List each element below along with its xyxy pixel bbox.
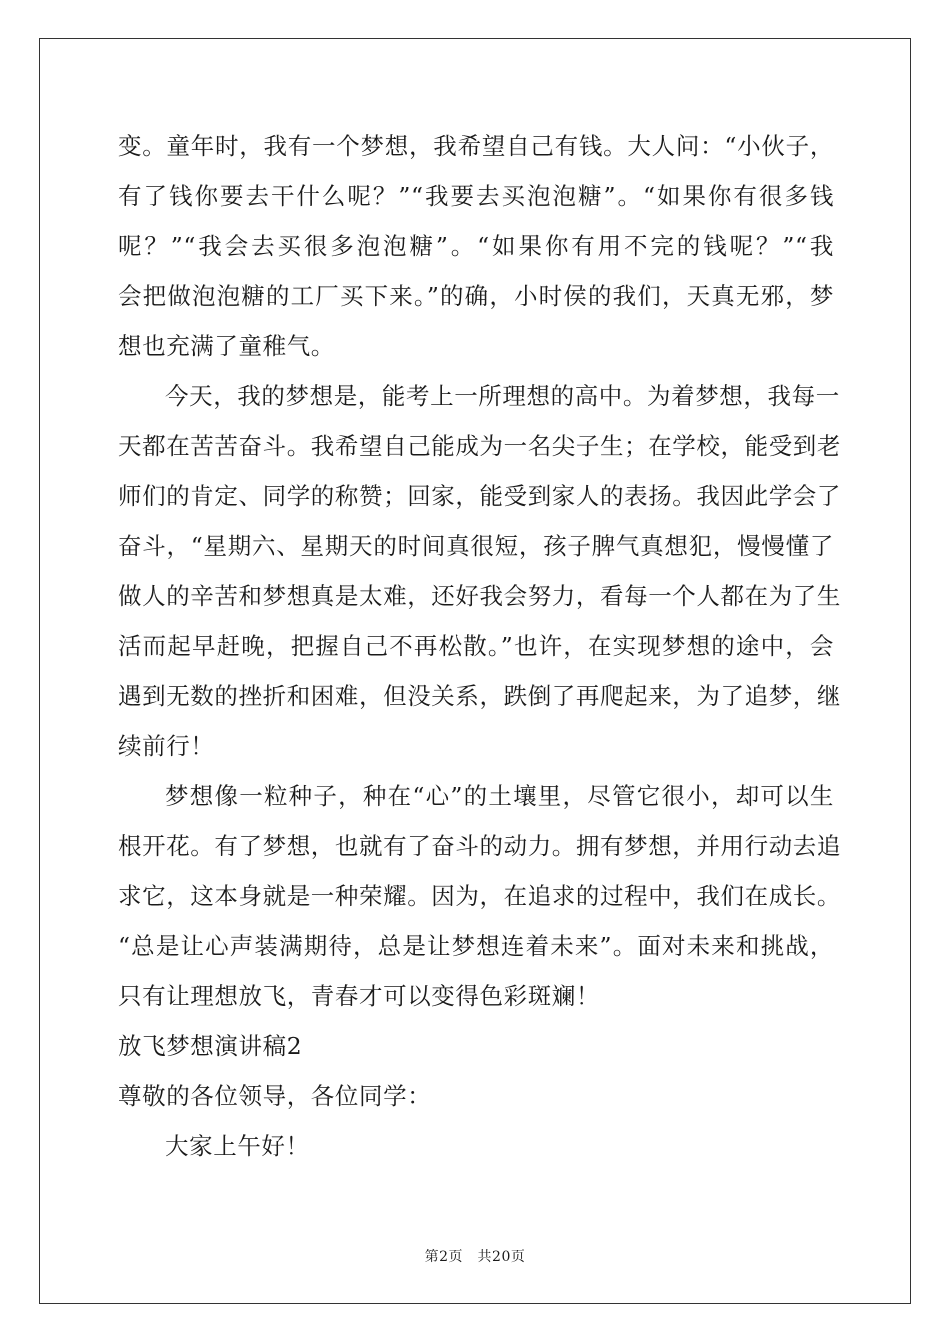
text-line: 会把做泡泡糖的工厂买下来。”的确，小时侯的我们，天真无邪，梦 (118, 282, 834, 310)
greeting: 大家上午好！ (165, 1132, 310, 1160)
text-line: 奋斗，“星期六、星期天的时间真很短，孩子脾气真想犯，慢慢懂了 (118, 532, 834, 560)
text-line: 梦想像一粒种子，种在“心”的土壤里，尽管它很小，却可以生 (165, 782, 834, 810)
text-line: 只有让理想放飞，青春才可以变得色彩斑斓！ (118, 982, 600, 1010)
text-line: 活而起早赶晚，把握自己不再松散。”也许，在实现梦想的途中，会 (118, 632, 834, 660)
text-line: 续前行！ (118, 732, 215, 760)
document-body (118, 121, 841, 1171)
text-line: 今天，我的梦想是，能考上一所理想的高中。为着梦想，我每一 (165, 382, 840, 410)
text-line: 呢？”“我会去买很多泡泡糖”。“如果你有用不完的钱呢？”“我 (118, 232, 834, 260)
text-line: 有了钱你要去干什么呢？”“我要去买泡泡糖”。“如果你有很多钱 (118, 182, 834, 210)
text-line: 遇到无数的挫折和困难，但没关系，跌倒了再爬起来，为了追梦，继 (118, 682, 841, 710)
text-line: 根开花。有了梦想，也就有了奋斗的动力。拥有梦想，并用行动去追 (118, 832, 841, 860)
text-line: “总是让心声装满期待，总是让梦想连着未来”。面对未来和挑战， (118, 932, 834, 960)
text-line: 求它，这本身就是一种荣耀。因为，在追求的过程中，我们在成长。 (118, 882, 841, 910)
text-line: 变。童年时，我有一个梦想，我希望自己有钱。大人问：“小伙子， (118, 132, 834, 160)
section-heading: 放飞梦想演讲稿2 (118, 1032, 303, 1060)
text-line: 做人的辛苦和梦想真是太难，还好我会努力，看每一个人都在为了生 (118, 582, 841, 610)
text-line: 天都在苦苦奋斗。我希望自己能成为一名尖子生；在学校，能受到老 (118, 432, 841, 460)
text-line: 想也充满了童稚气。 (118, 332, 335, 360)
page-number-footer: 第2页 共20页 (424, 1249, 526, 1265)
salutation: 尊敬的各位领导，各位同学： (118, 1082, 432, 1110)
text-line: 师们的肯定、同学的称赞；回家，能受到家人的表扬。我因此学会了 (118, 482, 841, 510)
